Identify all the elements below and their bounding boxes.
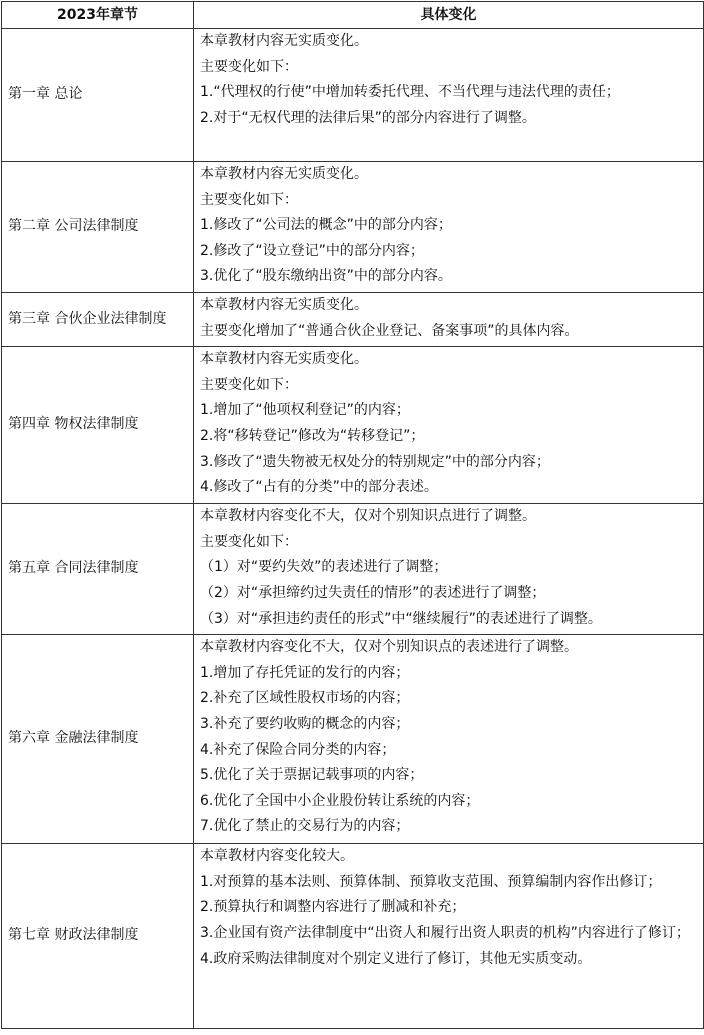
change-line: 本章教材内容变化不大，仅对个别知识点进行了调整。 [200,508,536,525]
chapter-cell: 第三章 合伙企业法律制度 [2,292,194,346]
chapter-changes-table [1,1,704,1029]
changes-cell [194,162,704,293]
changes-cell [194,635,704,844]
change-line: 2.预算执行和调整内容进行了删减和补充； [200,899,466,916]
change-line: 7.优化了禁止的交易行为的内容； [200,818,410,835]
chapter-cell: 第四章 物权法律制度 [2,347,194,504]
table-row [2,162,704,293]
change-line: （1）对“要约失效”的表述进行了调整； [200,559,448,576]
change-line: 6.优化了全国中小企业股份转让系统的内容； [200,792,480,809]
table-row [2,292,704,346]
chapter-cell: 第六章 金融法律制度 [2,635,194,844]
change-line: 本章教材内容无实质变化。 [200,166,368,182]
change-line: 3.补充了要约收购的概念的内容； [200,715,410,732]
changes-cell [194,504,704,635]
change-line: 4.补充了保险合同分类的内容； [200,741,396,758]
change-line: 3.修改了“遗失物被无权处分的特别规定”中的部分内容； [200,453,550,470]
chapter-cell: 第五章 合同法律制度 [2,504,194,635]
change-line: 2.对于“无权代理的法律后果”的部分内容进行了调整。 [200,109,536,126]
change-line: 4.政府采购法律制度对个别定义进行了修订，其他无实质变动。 [200,950,592,967]
change-line: 本章教材内容无实质变化。 [200,33,368,49]
change-line: 本章教材内容变化较大。 [200,848,354,865]
change-line: 1.增加了存托凭证的发行的内容； [200,664,410,681]
chapter-cell: 第一章 总论 [2,29,194,162]
change-line: 2.修改了“设立登记”中的部分内容； [200,242,424,259]
change-line: 3.企业国有资产法律制度中“出资人和履行出资人职责的机构”内容进行了修订； [200,924,690,941]
changes-cell [194,29,704,162]
header-chapter: 2023年章节 [2,2,194,29]
table-row [2,347,704,504]
table-header-row [2,2,704,29]
change-line: （2）对“承担缔约过失责任的情形”的表述进行了调整； [200,584,546,601]
change-line: 1.修改了“公司法的概念”中的部分内容； [200,217,452,234]
changes-cell [194,292,704,346]
change-line: 3.优化了“股东缴纳出资”中的部分内容。 [200,268,452,285]
change-line: 主要变化如下： [200,191,298,208]
change-line: 1.对预算的基本法则、预算体制、预算收支范围、预算编制内容作出修订； [200,873,662,890]
change-line: 主要变化增加了“普通合伙企业登记、备案事项”的具体内容。 [200,322,579,339]
change-line: 本章教材内容无实质变化。 [200,351,368,368]
changes-cell [194,347,704,504]
table-row [2,635,704,844]
change-line: 主要变化如下： [200,376,298,393]
change-line: 1.增加了“他项权利登记”的内容； [200,402,410,419]
table-row [2,29,704,162]
change-line: （3）对“承担违约责任的形式”中“继续履行”的表述进行了调整。 [200,610,602,627]
change-line: 主要变化如下： [200,58,298,75]
change-line: 5.优化了关于票据记载事项的内容； [200,767,424,784]
changes-cell [194,844,704,1029]
chapter-cell: 第二章 公司法律制度 [2,162,194,293]
change-line: 2.将“移转登记”修改为“转移登记”； [200,427,425,444]
chapter-cell: 第七章 财政法律制度 [2,844,194,1029]
change-line: 本章教材内容变化不大，仅对个别知识点的表述进行了调整。 [200,639,578,656]
change-line: 2.补充了区域性股权市场的内容； [200,690,410,707]
change-line: 本章教材内容无实质变化。 [200,296,368,313]
change-line: 4.修改了“占有的分类”中的部分表述。 [200,479,438,496]
table-row [2,844,704,1029]
change-line: 1.“代理权的行使”中增加转委托代理、不当代理与违法代理的责任； [200,84,620,101]
change-line: 主要变化如下： [200,533,298,550]
table-row [2,504,704,635]
header-changes: 具体变化 [194,2,704,29]
